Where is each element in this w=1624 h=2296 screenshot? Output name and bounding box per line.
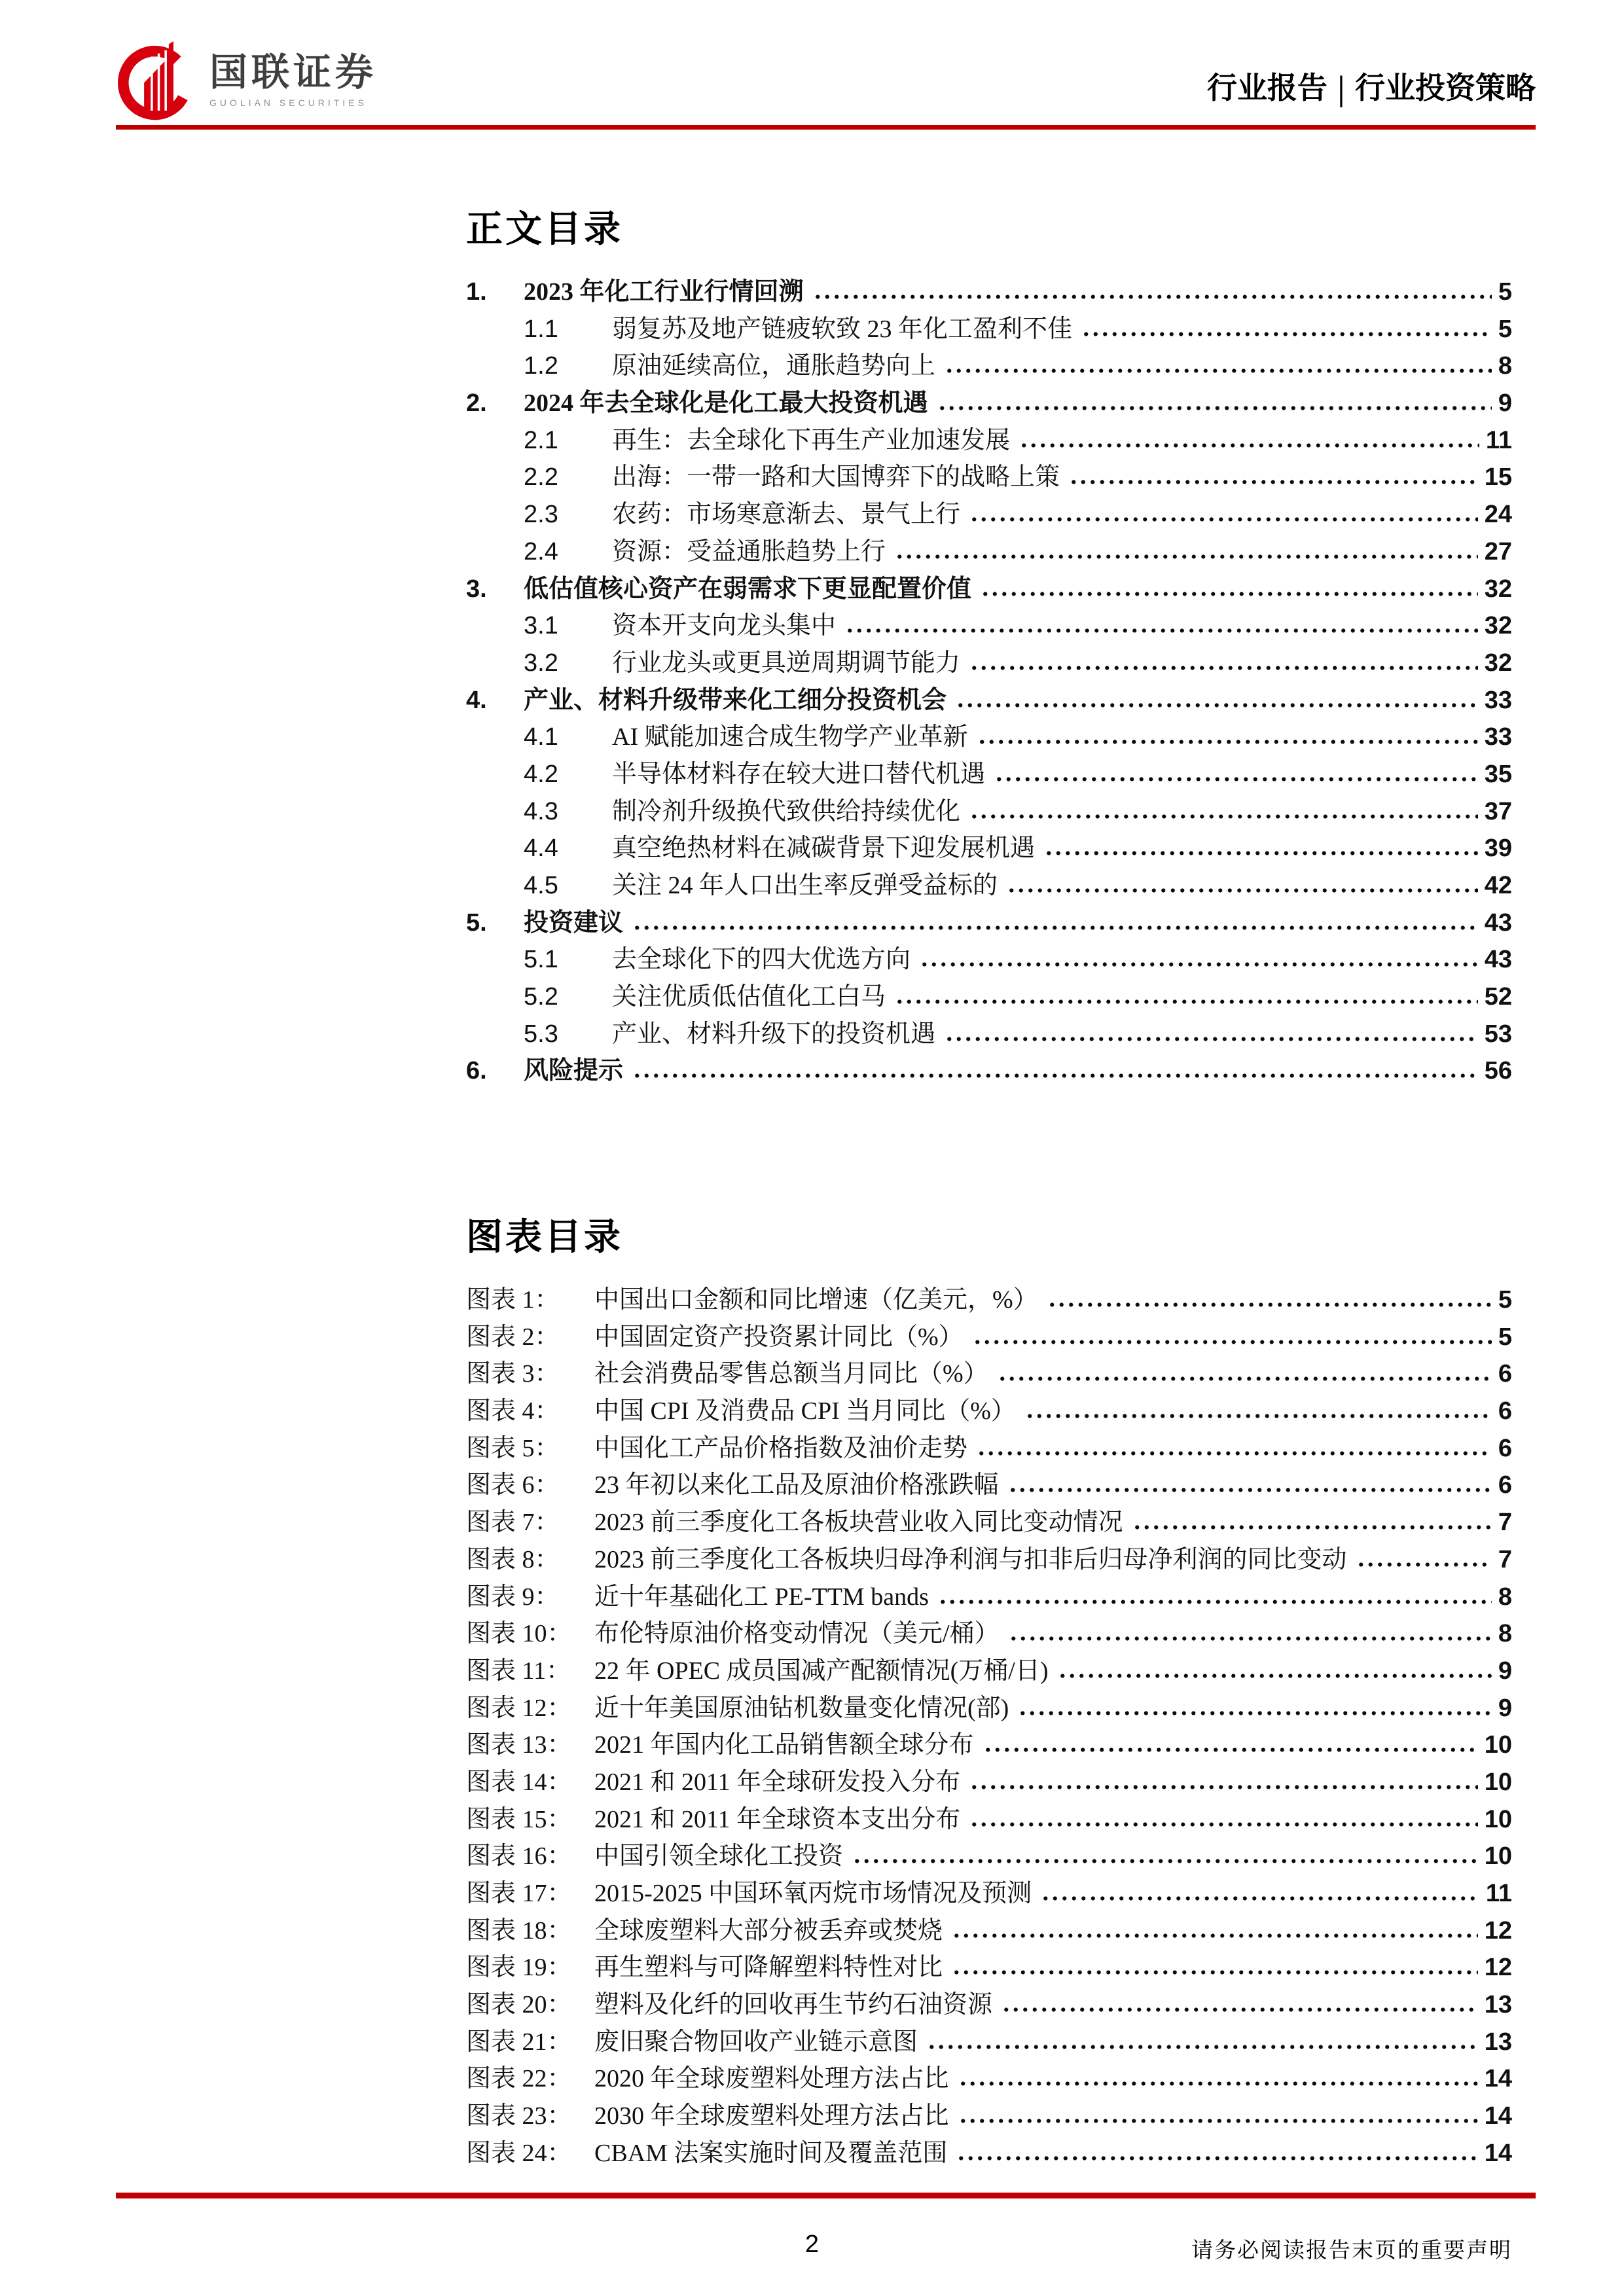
dot-leader (993, 776, 1478, 782)
figure-entry-number: 图表 20： (466, 1991, 572, 2019)
dot-leader (1007, 1487, 1492, 1493)
toc-entry-page: 39 (1484, 834, 1512, 863)
toc-entry-title: 弱复苏及地产链疲软致 23 年化工盈利不佳 (612, 315, 1073, 343)
dot-leader (1005, 888, 1478, 893)
dot-leader (957, 2081, 1478, 2087)
toc-entry-title: 资源：受益通胀趋势上行 (612, 537, 886, 565)
dot-leader (968, 665, 1478, 671)
figure-entry[interactable] (466, 1989, 1512, 2026)
figure-entry[interactable] (466, 1321, 1512, 1359)
toc-entry-title: 出海：一带一路和大国博弈下的战略上策 (612, 463, 1060, 492)
toc-entry-page: 33 (1484, 723, 1512, 751)
toc-entry-number: 4.1 (524, 723, 558, 751)
figure-entry[interactable] (466, 2063, 1512, 2100)
figure-entry-number: 图表 23： (466, 2102, 572, 2130)
toc-entry-number: 5. (466, 908, 487, 937)
figure-entry-page: 14 (1484, 2065, 1512, 2093)
figure-entry-title: 布伦特原油价格变动情况（美元/桶） (594, 1620, 1000, 1648)
toc-entry-number: 5.1 (524, 946, 558, 974)
dot-leader (979, 591, 1478, 597)
toc-entry-title: AI 赋能加速合成生物学产业革新 (612, 723, 968, 751)
toc-entry-number: 3.1 (524, 612, 558, 640)
toc-entry-number: 5.3 (524, 1020, 558, 1048)
toc-entry-number: 6. (466, 1057, 487, 1085)
figure-entry-page: 12 (1484, 1916, 1512, 1945)
toc-entry[interactable] (466, 647, 1512, 685)
toc-entry-page: 43 (1484, 946, 1512, 974)
dot-leader (851, 1858, 1478, 1864)
toc-entry[interactable] (466, 981, 1512, 1018)
toc-entry-number: 2.4 (524, 537, 558, 565)
figure-entry-title: 废旧聚合物回收产业链示意图 (594, 2028, 918, 2056)
figure-entry-title: 2023 前三季度化工各板块归母净利润与扣非后归母净利润的同比变动 (594, 1545, 1347, 1573)
dot-leader (844, 628, 1478, 634)
dot-leader (926, 2044, 1478, 2050)
figure-entry[interactable] (466, 1433, 1512, 1470)
brand-text (209, 53, 377, 108)
toc-entry-number: 4.5 (524, 872, 558, 899)
toc-entry-title: 农药：市场寒意渐去、景气上行 (612, 501, 961, 529)
figure-entry-title: 22 年 OPEC 成员国减产配额情况(万桶/日) (594, 1657, 1049, 1685)
figure-entry-page: 13 (1484, 2028, 1512, 2056)
figure-entry-page: 9 (1498, 1694, 1512, 1722)
dot-leader (1080, 331, 1492, 337)
toc-entry-page: 32 (1484, 575, 1512, 603)
dot-leader (1018, 442, 1479, 448)
toc-entry-page: 5 (1498, 315, 1512, 343)
figure-entry[interactable] (466, 2100, 1512, 2138)
figure-entry-number: 图表 18： (466, 1916, 572, 1945)
dot-leader (943, 1036, 1478, 1042)
figure-entry[interactable] (466, 2138, 1512, 2175)
figure-entry[interactable] (466, 1469, 1512, 1507)
toc-entry-number: 3.2 (524, 649, 558, 677)
toc-entry[interactable] (466, 944, 1512, 981)
figure-entry-page: 13 (1484, 1991, 1512, 2019)
dot-leader (1017, 1710, 1492, 1716)
figure-entry[interactable] (466, 1544, 1512, 1581)
dot-leader (1024, 1413, 1492, 1419)
dot-leader (955, 2155, 1477, 2161)
figure-entry-number: 图表 6： (466, 1471, 560, 1499)
toc-entry-number: 2.2 (524, 463, 558, 492)
figure-entry-number: 图表 17： (466, 1880, 572, 1907)
figure-entry[interactable] (466, 1655, 1512, 1693)
dot-leader (1007, 1636, 1492, 1641)
dot-leader (996, 1376, 1492, 1382)
figure-entry-page: 12 (1484, 1954, 1512, 1982)
toc-entry-number: 2.1 (524, 426, 558, 454)
figure-entry[interactable] (466, 1395, 1512, 1433)
figure-entry-title: 全球废塑料大部分被丢弃或焚烧 (594, 1916, 943, 1945)
dot-leader (950, 1933, 1478, 1939)
figure-entry-page: 10 (1484, 1842, 1512, 1871)
figure-entry-number: 图表 21： (466, 2028, 572, 2056)
figure-entry-page: 5 (1498, 1286, 1512, 1314)
toc-entry-number: 1.1 (524, 315, 558, 343)
figure-entry-page: 9 (1498, 1657, 1512, 1685)
toc-entry-number: 2. (466, 389, 487, 418)
dot-leader (957, 2118, 1478, 2124)
toc-entry[interactable] (466, 1055, 1512, 1092)
figure-entry-title: 再生塑料与可降解塑料特性对比 (594, 1954, 943, 1982)
toc-entry-title: 产业、材料升级带来化工细分投资机会 (524, 686, 947, 714)
toc-entry-page: 9 (1498, 389, 1512, 418)
figure-entry-title: 2021 和 2011 年全球资本支出分布 (594, 1805, 961, 1833)
figure-entry-number: 图表 19： (466, 1954, 572, 1982)
toc-title: 正文目录 (466, 209, 623, 250)
toc-entry-page: 5 (1498, 278, 1512, 306)
figure-entry[interactable] (466, 1729, 1512, 1767)
toc-entry-number: 4.2 (524, 760, 558, 788)
report-type-separator: | (1337, 69, 1344, 107)
toc-entry-title: 真空绝热材料在减碳背景下迎发展机遇 (612, 834, 1036, 863)
toc-entry-page: 35 (1484, 760, 1512, 788)
brand-name-cn: 国联证券 (209, 51, 378, 94)
brand-name-en: GUOLIAN SECURITIES (209, 97, 367, 108)
dot-leader (950, 1969, 1478, 1975)
toc-entry-page: 32 (1484, 649, 1512, 677)
toc-entry-title: 投资建议 (524, 908, 624, 937)
figure-entry-page: 11 (1485, 1880, 1512, 1907)
figure-entry-page: 6 (1498, 1434, 1512, 1462)
figure-entry-page: 10 (1484, 1731, 1512, 1759)
toc-entry-title: 原油延续高位，通胀趋势向上 (612, 352, 936, 380)
toc-entry[interactable] (466, 907, 1512, 944)
dot-leader (937, 1599, 1492, 1605)
figure-entry-number: 图表 22： (466, 2065, 572, 2093)
figure-entry-number: 图表 14： (466, 1768, 572, 1796)
dot-leader (1039, 1895, 1479, 1901)
figure-entry-title: 23 年初以来化工品及原油价格涨跌幅 (594, 1471, 999, 1499)
toc-entry[interactable] (466, 721, 1512, 759)
toc-entry-page: 24 (1484, 501, 1512, 529)
report-type-label (1207, 64, 1536, 107)
figure-entry-number: 图表 11： (466, 1657, 571, 1685)
figure-entry-title: CBAM 法案实施时间及覆盖范围 (594, 2139, 948, 2167)
toc-entry-title: 风险提示 (524, 1057, 624, 1085)
dot-leader (976, 739, 1478, 745)
toc-entry-title: 行业龙头或更具逆周期调节能力 (612, 649, 961, 677)
figure-entry[interactable] (466, 1581, 1512, 1619)
toc-entry-number: 1. (466, 278, 487, 306)
figure-entry-page: 8 (1498, 1620, 1512, 1648)
dot-leader (1131, 1524, 1492, 1530)
figures-title: 图表目录 (466, 1217, 623, 1258)
dot-leader (968, 814, 1478, 819)
toc-entry[interactable] (466, 833, 1512, 870)
figure-entry-page: 6 (1498, 1471, 1512, 1499)
figure-entry-title: 2030 年全球废塑料处理方法占比 (594, 2102, 949, 2130)
toc-entry[interactable] (466, 759, 1512, 796)
figure-entry-page: 14 (1484, 2139, 1512, 2167)
dot-leader (631, 1073, 1478, 1079)
toc-entry[interactable] (466, 461, 1512, 499)
figure-entry-title: 近十年基础化工 PE-TTM bands (594, 1583, 929, 1611)
dot-leader (1000, 2007, 1478, 2013)
toc-entry-page: 53 (1484, 1020, 1512, 1048)
figure-entry[interactable] (466, 1952, 1512, 1989)
dot-leader (893, 999, 1478, 1005)
toc-entry-page: 37 (1484, 797, 1512, 825)
dot-leader (1355, 1562, 1492, 1568)
figure-entry-title: 2021 年国内化工品销售额全球分布 (594, 1731, 974, 1759)
toc-entry[interactable] (466, 350, 1512, 387)
figure-entry-number: 图表 24： (466, 2139, 572, 2167)
dot-leader (943, 368, 1492, 374)
footer-disclaimer: 请务必阅读报告末页的重要声明 (1191, 2239, 1512, 2263)
toc-entry[interactable] (466, 796, 1512, 833)
figure-entry-title: 社会消费品零售总额当月同比（%） (594, 1360, 988, 1388)
toc-entry-number: 5.2 (524, 983, 558, 1011)
toc-entry-page: 42 (1484, 872, 1512, 899)
figure-entry-page: 14 (1484, 2102, 1512, 2130)
toc-entry-page: 8 (1498, 352, 1512, 380)
figure-entry-page: 7 (1498, 1545, 1512, 1573)
toc-entry-number: 3. (466, 575, 487, 603)
report-type-category: 行业报告 (1206, 71, 1327, 105)
toc-entry-title: 2024 年去全球化是化工最大投资机遇 (524, 389, 928, 418)
figure-entry-number: 图表 8： (466, 1545, 560, 1573)
figure-entry-title: 中国固定资产投资累计同比（%） (594, 1323, 964, 1351)
toc-entry[interactable] (466, 425, 1512, 462)
toc-entry-number: 2.3 (524, 501, 558, 529)
figure-entry-number: 图表 15： (466, 1805, 572, 1833)
dot-leader (954, 702, 1478, 708)
dot-leader (812, 294, 1492, 300)
figure-entry[interactable] (466, 1767, 1512, 1804)
toc-entry-page: 56 (1484, 1057, 1512, 1085)
figure-entry-page: 5 (1498, 1323, 1512, 1351)
figure-entry-number: 图表 1： (466, 1286, 560, 1314)
figure-entry[interactable] (466, 1878, 1512, 1915)
toc-entry-number: 1.2 (524, 352, 558, 380)
toc-entry-title: 低估值核心资产在弱需求下更显配置价值 (524, 575, 972, 603)
toc-entry[interactable] (466, 387, 1512, 425)
figure-entry[interactable] (466, 2026, 1512, 2064)
toc-entry-title: 去全球化下的四大优选方向 (612, 946, 911, 974)
toc-list (466, 276, 1512, 1092)
page-number: 2 (804, 2231, 820, 2258)
toc-entry-title: 产业、材料升级下的投资机遇 (612, 1020, 936, 1048)
toc-entry[interactable] (466, 1018, 1512, 1056)
figure-entry-title: 中国 CPI 及消费品 CPI 当月同比（%） (594, 1397, 1016, 1426)
dot-leader (982, 1747, 1478, 1753)
toc-entry-title: 半导体材料存在较大进口替代机遇 (612, 760, 986, 788)
figure-entry-page: 10 (1484, 1805, 1512, 1833)
figure-entry-title: 中国化工产品价格指数及油价走势 (594, 1434, 968, 1462)
figure-entry-title: 塑料及化纤的回收再生节约石油资源 (594, 1991, 993, 2019)
toc-entry-page: 27 (1484, 537, 1512, 565)
toc-entry[interactable] (466, 870, 1512, 907)
figure-entry[interactable] (466, 1618, 1512, 1655)
dot-leader (1056, 1673, 1492, 1679)
figure-entry-title: 2020 年全球废塑料处理方法占比 (594, 2065, 949, 2093)
toc-entry-number: 4. (466, 686, 487, 714)
figure-entry-title: 中国引领全球化工投资 (594, 1842, 844, 1871)
figure-entry[interactable] (466, 1284, 1512, 1321)
toc-entry[interactable] (466, 685, 1512, 722)
dot-leader (1068, 479, 1478, 485)
figure-entry[interactable] (466, 1840, 1512, 1878)
header-divider (116, 125, 1536, 130)
figure-entry-number: 图表 5： (466, 1434, 560, 1462)
figure-entry-page: 10 (1484, 1768, 1512, 1796)
toc-entry-title: 再生：去全球化下再生产业加速发展 (612, 426, 1011, 454)
toc-entry[interactable] (466, 610, 1512, 647)
toc-entry-page: 11 (1485, 426, 1512, 454)
dot-leader (936, 405, 1492, 411)
dot-leader (1046, 1302, 1492, 1308)
toc-entry[interactable] (466, 573, 1512, 611)
figure-list (466, 1284, 1512, 2175)
figure-entry-title: 中国出口金额和同比增速（亿美元，%） (594, 1286, 1038, 1314)
toc-entry-number: 4.4 (524, 834, 558, 863)
figure-entry-number: 图表 16： (466, 1842, 572, 1871)
dot-leader (1043, 850, 1478, 856)
toc-entry-number: 4.3 (524, 797, 558, 825)
toc-entry-title: 关注优质低估值化工白马 (612, 983, 886, 1011)
toc-entry-page: 43 (1484, 908, 1512, 937)
toc-entry[interactable] (466, 276, 1512, 314)
figure-entry-page: 8 (1498, 1583, 1512, 1611)
figure-entry-page: 6 (1498, 1360, 1512, 1388)
figure-entry-number: 图表 13： (466, 1731, 572, 1759)
figure-entry-number: 图表 4： (466, 1397, 560, 1426)
figure-entry[interactable] (466, 1693, 1512, 1730)
footer-divider (116, 2193, 1536, 2198)
figure-entry-number: 图表 2： (466, 1323, 560, 1351)
figure-entry[interactable] (466, 1358, 1512, 1395)
figure-entry-number: 图表 9： (466, 1583, 560, 1611)
toc-entry[interactable] (466, 499, 1512, 536)
toc-entry-page: 52 (1484, 983, 1512, 1011)
toc-entry[interactable] (466, 314, 1512, 351)
toc-entry-title: 制冷剂升级换代致供给持续优化 (612, 797, 961, 825)
toc-entry-title: 关注 24 年人口出生率反弹受益标的 (612, 872, 998, 899)
dot-leader (968, 1784, 1478, 1790)
figure-entry-title: 近十年美国原油钻机数量变化情况(部) (594, 1694, 1009, 1722)
figure-entry-title: 2021 和 2011 年全球研发投入分布 (594, 1768, 961, 1796)
figure-entry-number: 图表 12： (466, 1694, 572, 1722)
figure-entry-title: 2015-2025 中国环氧丙烷市场情况及预测 (594, 1880, 1032, 1907)
dot-leader (918, 961, 1478, 967)
dot-leader (968, 1821, 1478, 1827)
figure-entry-number: 图表 3： (466, 1360, 560, 1388)
report-type-subcategory: 行业投资策略 (1355, 71, 1536, 105)
dot-leader (893, 554, 1478, 560)
figure-entry-number: 图表 10： (466, 1620, 572, 1648)
toc-entry-page: 32 (1484, 612, 1512, 640)
brand-logo (118, 39, 377, 122)
guolian-logo-icon (118, 39, 195, 122)
dot-leader (631, 925, 1478, 931)
toc-entry-title: 资本开支向龙头集中 (612, 612, 837, 640)
toc-entry[interactable] (466, 536, 1512, 573)
figure-entry-page: 7 (1498, 1509, 1512, 1537)
figure-entry[interactable] (466, 1507, 1512, 1544)
figure-entry[interactable] (466, 1915, 1512, 1952)
figure-entry-page: 6 (1498, 1397, 1512, 1426)
dot-leader (968, 516, 1478, 522)
toc-entry-title: 2023 年化工行业行情回溯 (524, 278, 804, 306)
figure-entry-title: 2023 前三季度化工各板块营业收入同比变动情况 (594, 1509, 1123, 1537)
dot-leader (971, 1339, 1492, 1345)
dot-leader (975, 1450, 1492, 1456)
toc-entry-page: 33 (1484, 686, 1512, 714)
figure-entry-number: 图表 7： (466, 1509, 560, 1537)
toc-entry-page: 15 (1484, 463, 1512, 492)
figure-entry[interactable] (466, 1804, 1512, 1841)
